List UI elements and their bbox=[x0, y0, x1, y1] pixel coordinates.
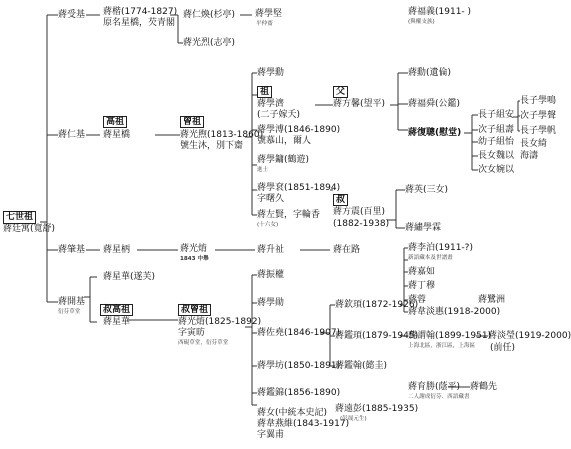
g12-qiwu: 蔣鑑頊(1879-1945) bbox=[335, 331, 419, 341]
g13-li-note: 新語藏本及世譜畫 bbox=[408, 255, 453, 261]
g13-zhitao: 蔣鶴先 bbox=[470, 382, 498, 392]
g12-yuanxian: 蔣鑑翰(懿圭) bbox=[335, 361, 388, 371]
fu-label: 父 bbox=[333, 86, 348, 98]
g11-zuoyao: 蔣佐堯(1846-1907) bbox=[257, 328, 341, 338]
g10-guangfeng: 蔣光焴(1825-1892) bbox=[178, 317, 262, 327]
root-node bbox=[3, 211, 55, 235]
g14-elder3: 長子學帆 bbox=[520, 126, 557, 136]
zu-label: 祖 bbox=[257, 86, 272, 98]
label-gaozu bbox=[103, 117, 127, 128]
shu-zengzu-label: 叔曾祖 bbox=[178, 304, 211, 316]
g11-xuekui-alt: 字曙久 bbox=[257, 194, 285, 204]
g11-xuefang: 蔣學坊(1850-1891) bbox=[257, 361, 341, 371]
g11-shubi-alt: 字翼甫 bbox=[257, 430, 285, 440]
g11-xuehou-alt: 號慕山，爾人 bbox=[257, 136, 312, 146]
g12-fangzhen-date: (1882-1938) bbox=[333, 219, 390, 229]
g10-guangxin-date: 1843 中舉 bbox=[180, 256, 209, 262]
g13-fuming: 蔣福舜(公鑑) bbox=[408, 99, 461, 109]
g8-renji: 蔣仁基 bbox=[58, 130, 86, 140]
g14-elder2: 長子學鳴 bbox=[520, 96, 557, 106]
g9-xingqiao: 蔣星橋 bbox=[103, 130, 131, 140]
label-zengzu bbox=[180, 117, 204, 128]
g13-fushou: 蔣復聰(慰堂) bbox=[408, 128, 462, 138]
g11-xueyong-note: 進士 bbox=[257, 167, 269, 173]
g13-yunzhen: 蔣韋淡惠(1918-2000) bbox=[408, 307, 501, 317]
g13-zuxiang: 蔣謂翰(1899-1951) bbox=[408, 331, 492, 341]
zengzu-label: 曾祖 bbox=[180, 116, 204, 128]
g13-fuhou: 蔣勳(遺倫) bbox=[408, 68, 452, 78]
g9-kai-alt: 原名星橋，芡青閣 bbox=[103, 18, 176, 28]
g11-xuexun: 蔣學勳 bbox=[257, 68, 285, 78]
g8-zhaoji: 蔣肇基 bbox=[58, 245, 86, 255]
g11-xueqin: 蔣學濟 bbox=[257, 99, 285, 109]
shu-gaozu-label: 叔高祖 bbox=[100, 304, 133, 316]
shu-label: 叔 bbox=[333, 194, 348, 206]
g14-third1: 幼子組怡 bbox=[478, 137, 515, 147]
g9-xinghua: 蔣星華(遂芙) bbox=[103, 272, 156, 282]
g14-nv3: 長女綺 bbox=[520, 139, 548, 149]
label-shu-zengzu bbox=[178, 305, 211, 316]
root-name: 蔣廷寓(寬舒) bbox=[3, 224, 56, 234]
g9-kai: 蔣楷(1774-1827) bbox=[103, 7, 178, 17]
g11-xuejian: 蔣鑑錦(1856-1890) bbox=[257, 388, 341, 398]
g12-zailu: 蔣在路 bbox=[333, 245, 361, 255]
g13-ying: 蔣英(三女) bbox=[405, 185, 449, 195]
g10-guangxin: 蔣光焴 bbox=[180, 244, 208, 254]
g8-kaiji: 蔣開基 bbox=[58, 297, 86, 307]
g12-yuanbin-note: (彭晟元生) bbox=[340, 416, 367, 422]
g13-jiaru: 蔣嘉如 bbox=[408, 267, 436, 277]
g12-fangxiang: 蔣方馨(望平) bbox=[333, 99, 386, 109]
g13-ziwei: 蔣淡瑩(1919-2000) bbox=[488, 331, 571, 341]
g13-li: 蔣李泊(1911-?) bbox=[408, 243, 473, 253]
label-shu bbox=[333, 195, 348, 206]
g9-xingbing: 蔣星柄 bbox=[103, 245, 131, 255]
g8-kaiji-note: 衍芬草堂 bbox=[58, 309, 81, 315]
g11-shengzhi: 蔣升祉 bbox=[257, 245, 285, 255]
g13-ziwei-alt: (前任) bbox=[490, 343, 516, 353]
g14-nv2: 次女婉以 bbox=[478, 165, 515, 175]
g9-xinghua2: 蔣星華 bbox=[103, 317, 131, 327]
label-zu bbox=[257, 87, 272, 98]
g14-elder1: 長子組安 bbox=[478, 110, 515, 120]
g11-xuehou: 蔣學溥(1846-1890) bbox=[257, 125, 341, 135]
g14-haitao: 海濤 bbox=[520, 151, 539, 161]
g11-xuekui: 蔣學袞(1851-1894) bbox=[257, 183, 341, 193]
g11-nv: 蔣女(中統本史記) bbox=[257, 408, 328, 418]
g12-qinqi: 蔣欽頊(1872-1926) bbox=[335, 300, 419, 310]
g12-fangzhen: 蔣方震(百里) bbox=[333, 207, 386, 217]
g11-xueshu: 蔣學堅 bbox=[255, 9, 283, 19]
g13-dingmu: 蔣丁穆 bbox=[408, 281, 436, 291]
g14-nv1: 長女魏以 bbox=[478, 151, 515, 161]
g11-xueqin-alt: (二子嫁夭) bbox=[257, 110, 301, 120]
g8-shouji: 蔣受基 bbox=[58, 10, 86, 20]
g12-yuanbin: 蔣遠彭(1885-1935) bbox=[335, 404, 419, 414]
g14-second1: 次子組壽 bbox=[478, 125, 515, 135]
g10-guanglie: 蔣光烈(志亭) bbox=[183, 38, 236, 48]
g11-xuehui: 蔣學勛 bbox=[257, 298, 285, 308]
generation-label-seventh: 七世祖 bbox=[3, 211, 36, 224]
label-fu bbox=[333, 87, 348, 98]
g13-fuyu: 蔣福義(1911- ) bbox=[408, 7, 472, 17]
label-shu-gaozu bbox=[100, 305, 133, 316]
g11-xueshu-note: 平仲齋 bbox=[256, 21, 273, 27]
g11-zuoxian-note: (十六女) bbox=[257, 222, 279, 228]
g14-zhenglin: 蔣鷺洲 bbox=[478, 295, 506, 305]
g13-yinghua: 蔣繡學霖 bbox=[405, 223, 442, 233]
g11-zhenge: 蔣振權 bbox=[257, 270, 285, 280]
g14-second2: 次子學聲 bbox=[520, 111, 557, 121]
g11-shubi: 蔣韋燕維(1843-1917) bbox=[257, 419, 350, 429]
g11-xueyong: 蔣學鏞(鶴遊) bbox=[257, 155, 310, 165]
g10-guangpei: 蔣仁煥(杉亭) bbox=[183, 10, 236, 20]
gaozu-label: 高祖 bbox=[103, 116, 127, 128]
g11-zuoxian: 蔣左賢，字輪香 bbox=[257, 210, 321, 220]
g13-fuyu-note: (與權支族) bbox=[408, 19, 435, 25]
g10-guangfeng-alt: 字寅昉 bbox=[178, 328, 206, 338]
g10-guangxu-alt: 號生沐，別下齋 bbox=[180, 141, 244, 151]
g12-dixiang-note: 二人謝成衍芬．西語藏書 bbox=[408, 394, 470, 400]
g13-yuanzhi: 蔣蓉 bbox=[408, 295, 427, 305]
g10-guangxu: 蔣光煦(1813-1860) bbox=[180, 130, 264, 140]
g10-guangfeng-note: 西硯草堂，衍芬草堂 bbox=[178, 340, 229, 346]
g13-zuxiang-note: 上海北區，浙江區，上海區 bbox=[408, 343, 476, 349]
g12-dixiang: 蔣育勝(蔭平) bbox=[408, 382, 461, 392]
